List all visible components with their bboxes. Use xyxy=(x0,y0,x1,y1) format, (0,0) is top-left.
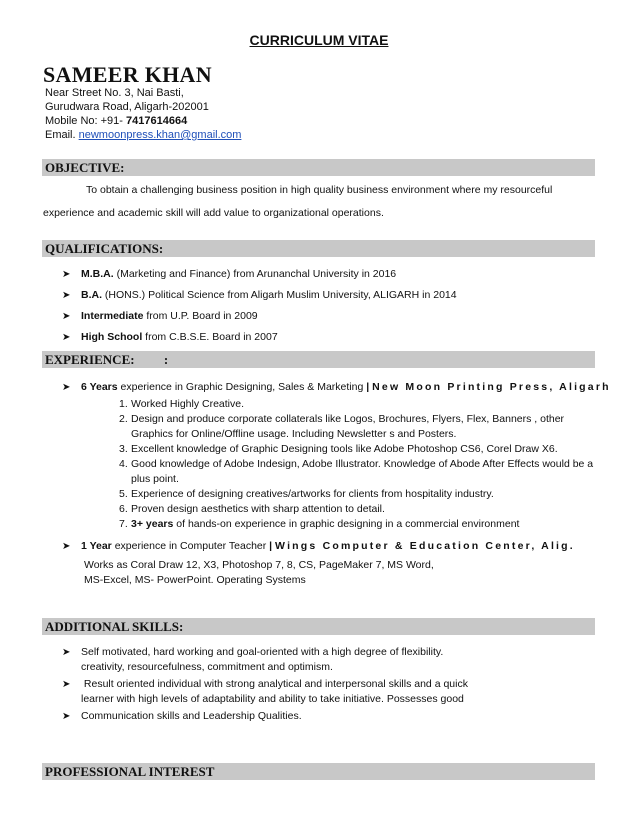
mobile-label: Mobile No: +91- xyxy=(45,115,123,127)
email-link[interactable]: newmoonpress.khan@gmail.com xyxy=(78,129,242,141)
duty-item: 4. Good knowledge of Adobe Indesign, Adobe Illustrator. Knowledge of Abode After Effects would be a plus point. xyxy=(119,458,594,485)
arrow-bullet-icon: ➤ xyxy=(62,290,71,301)
skill-item: ➤ Self motivated, hard working and goal-oriented with a high degree of flexibility. xyxy=(62,646,444,658)
arrow-bullet-icon: ➤ xyxy=(62,679,71,690)
skill-item: ➤ Communication skills and Leadership Qualities. xyxy=(62,710,302,722)
duty-item: 7. 3+ years of hands-on experience in graphic designing in a commercial environment xyxy=(119,518,520,530)
duty-item: 1. Worked Highly Creative. xyxy=(119,398,245,410)
skill-item: ➤ Result oriented individual with strong analytical and interpersonal skills and a quick xyxy=(62,678,468,690)
company-name: New Moon Printing Press, Aligarh xyxy=(372,381,611,393)
experience-job-2: ➤ 1 Year experience in Computer Teacher | Wings Computer & Education Center, Alig. xyxy=(62,540,575,552)
arrow-bullet-icon: ➤ xyxy=(62,269,71,280)
mobile-number: 7417614664 xyxy=(126,115,188,127)
skill-item-continuation: learner with high levels of adaptability and ability to take initiative. Possesses good xyxy=(81,693,464,705)
qualification-item: ➤ B.A. (HONS.) Political Science from Aligarh Muslim University, ALIGARH in 2014 xyxy=(62,289,457,301)
job-2-line-2: MS-Excel, MS- PowerPoint. Operating Systems xyxy=(84,574,306,586)
address-line-1: Near Street No. 3, Nai Basti, xyxy=(45,87,184,99)
arrow-bullet-icon: ➤ xyxy=(62,541,71,552)
document-title: CURRICULUM VITAE xyxy=(249,32,389,48)
section-qualifications-heading: QUALIFICATIONS: xyxy=(42,240,595,257)
candidate-name: SAMEER KHAN xyxy=(43,62,212,87)
company-name: Wings Computer & Education Center, Alig. xyxy=(275,540,575,552)
section-objective-heading: OBJECTIVE: xyxy=(42,159,595,176)
section-additional-skills-heading: ADDITIONAL SKILLS: xyxy=(42,618,595,635)
duty-item: 6. Proven design aesthetics with sharp attention to detail. xyxy=(119,503,385,515)
arrow-bullet-icon: ➤ xyxy=(62,311,71,322)
email-label: Email. xyxy=(45,129,76,141)
section-professional-interest-heading: PROFESSIONAL INTEREST xyxy=(42,763,595,780)
arrow-bullet-icon: ➤ xyxy=(62,711,71,722)
skill-item-continuation: creativity, resourcefulness, commitment and optimism. xyxy=(81,661,333,673)
duty-item: 2. Design and produce corporate collaterals like Logos, Brochures, Flyers, Flex, Banners , other Graphics for Online/Offline usage. Including Newsletter s and Posters. xyxy=(119,413,565,440)
job-2-line-1: Works as Coral Draw 12, X3, Photoshop 7, 8, CS, PageMaker 7, MS Word, xyxy=(84,559,434,571)
job-1-duties xyxy=(119,397,599,532)
objective-line-2: experience and academic skill will add value to organizational operations. xyxy=(43,207,384,219)
duty-item: 5. Experience of designing creatives/artworks for clients from hospitality industry. xyxy=(119,488,494,500)
arrow-bullet-icon: ➤ xyxy=(62,332,71,343)
qualification-item: ➤ M.B.A. (Marketing and Finance) from Arunanchal University in 2016 xyxy=(62,268,397,280)
qualification-item: ➤ Intermediate from U.P. Board in 2009 xyxy=(62,310,258,322)
address-line-2: Gurudwara Road, Aligarh-202001 xyxy=(45,101,209,113)
mobile-line xyxy=(45,114,187,128)
duty-item: 3. Excellent knowledge of Graphic Designing tools like Adobe Photoshop CS6, Corel Draw X6. xyxy=(119,443,558,455)
email-line xyxy=(45,128,241,142)
section-experience-heading: EXPERIENCE: : xyxy=(42,351,595,368)
arrow-bullet-icon: ➤ xyxy=(62,382,71,393)
objective-line-1: To obtain a challenging business position in high quality business environment where my resourceful xyxy=(86,184,553,196)
experience-job-1: ➤ 6 Years experience in Graphic Designing, Sales & Marketing | New Moon Printing Press, Aligarh xyxy=(62,381,611,393)
qualification-item: ➤ High School from C.B.S.E. Board in 2007 xyxy=(62,331,278,343)
arrow-bullet-icon: ➤ xyxy=(62,647,71,658)
